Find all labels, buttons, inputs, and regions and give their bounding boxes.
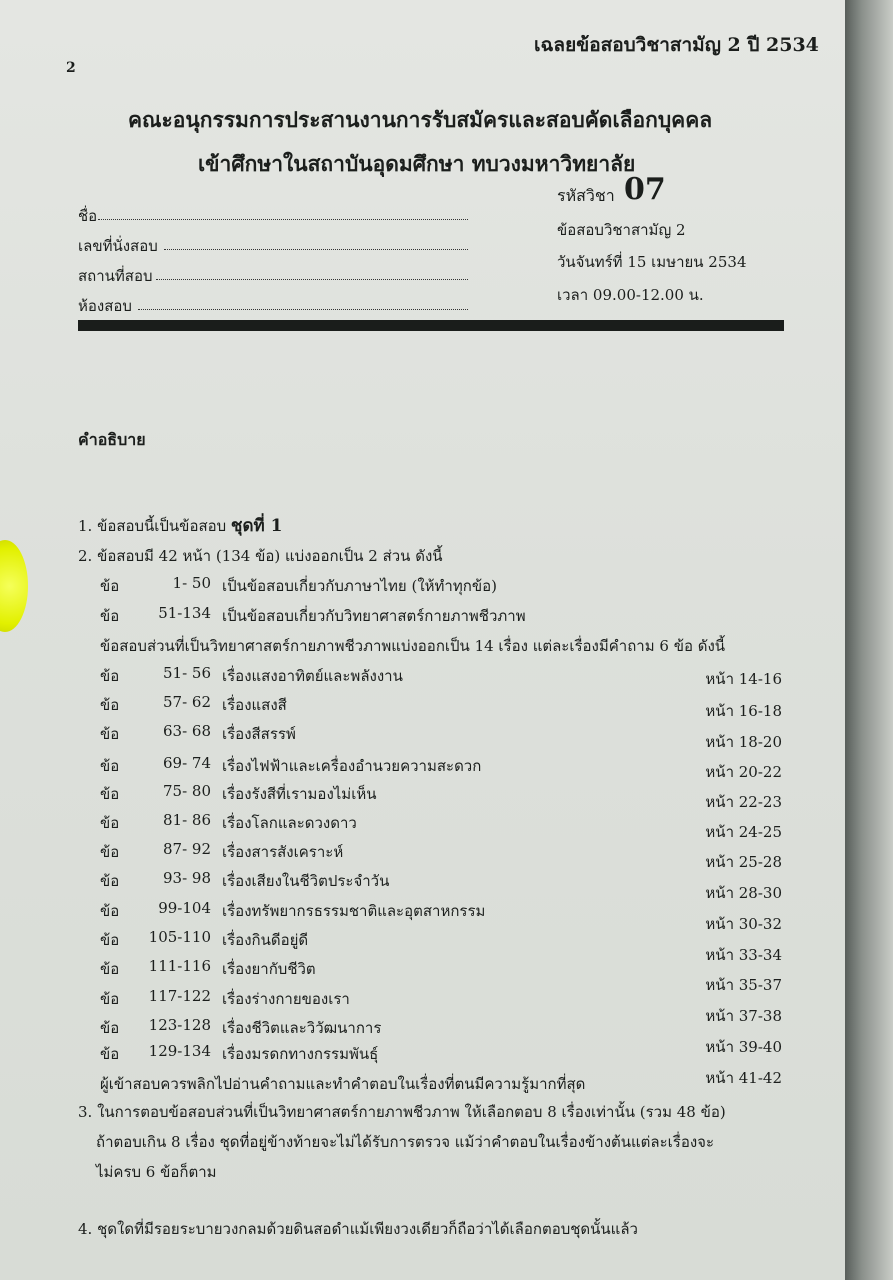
exam-room-label: ห้องสอบ: [78, 297, 132, 315]
running-head: เฉลยข้อสอบวิชาสามัญ 2 ปี 2534: [534, 34, 819, 56]
topic-row: [100, 782, 784, 811]
advice-text: ผู้เข้าสอบควรพลิกไปอ่านคำถามและทำคำตอบในเรื่องที่ตนมีความรู้มากที่สุด: [100, 1075, 586, 1093]
topic-name: เรื่องสีสรรพ์: [222, 725, 296, 743]
topic-name: เรื่องมรดกทางกรรมพันธุ์: [222, 1045, 379, 1063]
part-science-row: [100, 604, 784, 626]
topic-range: 117-122: [148, 987, 211, 1005]
topic-range: 57- 62: [162, 693, 211, 711]
exam-date: วันจันทร์ที่ 15 เมษายน 2534: [557, 253, 747, 271]
topic-range: 87- 92: [162, 840, 211, 858]
topic-key: ข้อ: [100, 667, 120, 685]
topic-name: เรื่องชีวิตและวิวัฒนาการ: [222, 1019, 382, 1037]
seat-number-label: เลขที่นั่งสอบ: [78, 237, 158, 255]
topic-key: ข้อ: [100, 872, 120, 890]
subject-name: ข้อสอบวิชาสามัญ 2: [557, 221, 686, 239]
topic-key: ข้อ: [100, 931, 120, 949]
topic-key: ข้อ: [100, 902, 120, 920]
yellow-tab-marker: [0, 540, 28, 632]
topic-key: ข้อ: [100, 1045, 120, 1063]
topic-row: [100, 957, 784, 994]
instruction-item-2: 2. ข้อสอบมี 42 หน้า (134 ข้อ) แบ่งออกเป็น 2 ส่วน ดังนี้: [78, 547, 443, 565]
exam-venue-dotted-line: [156, 279, 468, 280]
topic-name: เรื่องทรัพยากรธรรมชาติและอุตสาหกรรม: [222, 902, 486, 920]
topic-pages: หน้า 41-42: [705, 1069, 782, 1087]
topic-key: ข้อ: [100, 990, 120, 1008]
topic-row: [100, 928, 784, 964]
topic-range: 123-128: [148, 1016, 211, 1034]
topic-row: [100, 869, 784, 902]
topic-name: เรื่องยากับชีวิต: [222, 960, 316, 978]
exam-venue-label: สถานที่สอบ: [78, 267, 153, 285]
explanation-heading: คำอธิบาย: [78, 430, 146, 449]
topic-range: 63- 68: [162, 722, 211, 740]
topic-name: เรื่องกินดีอยู่ดี: [222, 931, 309, 949]
topic-pages: หน้า 39-40: [705, 1038, 782, 1056]
topic-row: [100, 754, 784, 781]
topic-row: [100, 840, 784, 871]
name-dotted-line: [98, 219, 468, 220]
topic-range: 81- 86: [162, 811, 211, 829]
topic-pages: หน้า 28-30: [705, 884, 782, 902]
set-number: ชุดที่ 1: [230, 516, 283, 536]
part-thai-key: ข้อ: [100, 577, 120, 595]
topic-key: ข้อ: [100, 696, 120, 714]
part-thai-range: 1- 50: [172, 574, 211, 592]
item1-text: 1. ข้อสอบนี้เป็นข้อสอบ: [78, 517, 227, 535]
next-page-edge: [845, 0, 893, 1280]
topic-name: เรื่องรังสีที่เรามองไม่เห็น: [222, 785, 377, 803]
name-field: [78, 204, 97, 228]
topic-name: เรื่องไฟฟ้าและเครื่องอำนวยความสะดวก: [222, 757, 482, 775]
topic-name: เรื่องแสงอาทิตย์และพลังงาน: [222, 667, 403, 685]
topic-range: 69- 74: [162, 754, 211, 772]
topic-key: ข้อ: [100, 1019, 120, 1037]
topic-pages: หน้า 20-22: [705, 763, 782, 781]
topic-range: 129-134: [148, 1042, 211, 1060]
topic-name: เรื่องเสียงในชีวิตประจำวัน: [222, 872, 390, 890]
topic-key: ข้อ: [100, 960, 120, 978]
instruction-item-1: [78, 512, 282, 539]
committee-title: คณะอนุกรรมการประสานงานการรับสมัครและสอบคัดเลือกบุคคล: [128, 107, 713, 132]
exam-room-field: [78, 294, 132, 318]
part-thai-row: [100, 574, 784, 596]
topic-pages: หน้า 14-16: [705, 670, 782, 688]
topic-key: ข้อ: [100, 785, 120, 803]
topic-row: [100, 722, 784, 751]
topic-pages: หน้า 35-37: [705, 976, 782, 994]
topic-key: ข้อ: [100, 725, 120, 743]
topic-pages: หน้า 22-23: [705, 793, 782, 811]
part-science-key: ข้อ: [100, 607, 120, 625]
name-label: ชื่อ: [78, 207, 98, 225]
topic-range: 105-110: [148, 928, 211, 946]
part-thai-text: เป็นข้อสอบเกี่ยวกับภาษาไทย (ให้ทำทุกข้อ): [222, 577, 497, 595]
topic-pages: หน้า 33-34: [705, 946, 782, 964]
topic-row: [100, 899, 784, 933]
science-intro: ข้อสอบส่วนที่เป็นวิทยาศาสตร์กายภาพชีวภาพแบ่งออกเป็น 14 เรื่อง แต่ละเรื่องมีคำถาม 6 ข้อ ดังนี้: [100, 637, 726, 655]
topic-row: [100, 811, 784, 841]
part-science-range: 51-134: [158, 604, 211, 622]
exam-time: เวลา 09.00-12.00 น.: [557, 286, 704, 304]
topic-key: ข้อ: [100, 843, 120, 861]
committee-subtitle: เข้าศึกษาในสถาบันอุดมศึกษา ทบวงมหาวิทยาลัย: [198, 151, 636, 176]
exam-room-dotted-line: [138, 309, 468, 310]
topic-row: [100, 693, 784, 720]
topic-pages: หน้า 24-25: [705, 823, 782, 841]
topic-pages: หน้า 18-20: [705, 733, 782, 751]
instruction-item-3-line2: ถ้าตอบเกิน 8 เรื่อง ชุดที่อยู่ข้างท้ายจะไม่ได้รับการตรวจ แม้ว่าคำตอบในเรื่องข้างต้นแต่ละเรื่องจะ: [96, 1133, 715, 1151]
instruction-item-3-line3: ไม่ครบ 6 ข้อก็ตาม: [96, 1163, 217, 1181]
topic-key: ข้อ: [100, 814, 120, 832]
topic-name: เรื่องโลกและดวงดาว: [222, 814, 357, 832]
topic-pages: หน้า 30-32: [705, 915, 782, 933]
topic-pages: หน้า 25-28: [705, 853, 782, 871]
topic-range: 75- 80: [162, 782, 211, 800]
instruction-item-3-line1: 3. ในการตอบข้อสอบส่วนที่เป็นวิทยาศาสตร์กายภาพชีวภาพ ให้เลือกตอบ 8 เรื่องเท่านั้น (รวม 48 ข้อ): [78, 1103, 726, 1121]
part-science-text: เป็นข้อสอบเกี่ยวกับวิทยาศาสตร์กายภาพชีวภาพ: [222, 607, 526, 625]
topic-range: 111-116: [148, 957, 211, 975]
seat-number-dotted-line: [164, 249, 468, 250]
topic-range: 51- 56: [162, 664, 211, 682]
page-number: 2: [66, 60, 76, 76]
subject-code-value: 07: [624, 172, 666, 207]
seat-number-field: [78, 234, 158, 258]
topic-range: 93- 98: [162, 869, 211, 887]
header-divider: [78, 320, 784, 331]
exam-venue-field: [78, 264, 153, 288]
topic-key: ข้อ: [100, 757, 120, 775]
subject-code-label: รหัสวิชา: [557, 186, 615, 205]
topic-name: เรื่องร่างกายของเรา: [222, 990, 350, 1008]
topic-pages: หน้า 37-38: [705, 1007, 782, 1025]
topic-name: เรื่องแสงสี: [222, 696, 287, 714]
topic-pages: หน้า 16-18: [705, 702, 782, 720]
topic-row: [100, 664, 784, 686]
topic-name: เรื่องสารสังเคราะห์: [222, 843, 344, 861]
instruction-item-4: 4. ชุดใดที่มีรอยระบายวงกลมด้วยดินสอดำแม้เพียงวงเดียวก็ถือว่าได้เลือกตอบชุดนั้นแล้ว: [78, 1220, 638, 1238]
topic-range: 99-104: [158, 899, 211, 917]
